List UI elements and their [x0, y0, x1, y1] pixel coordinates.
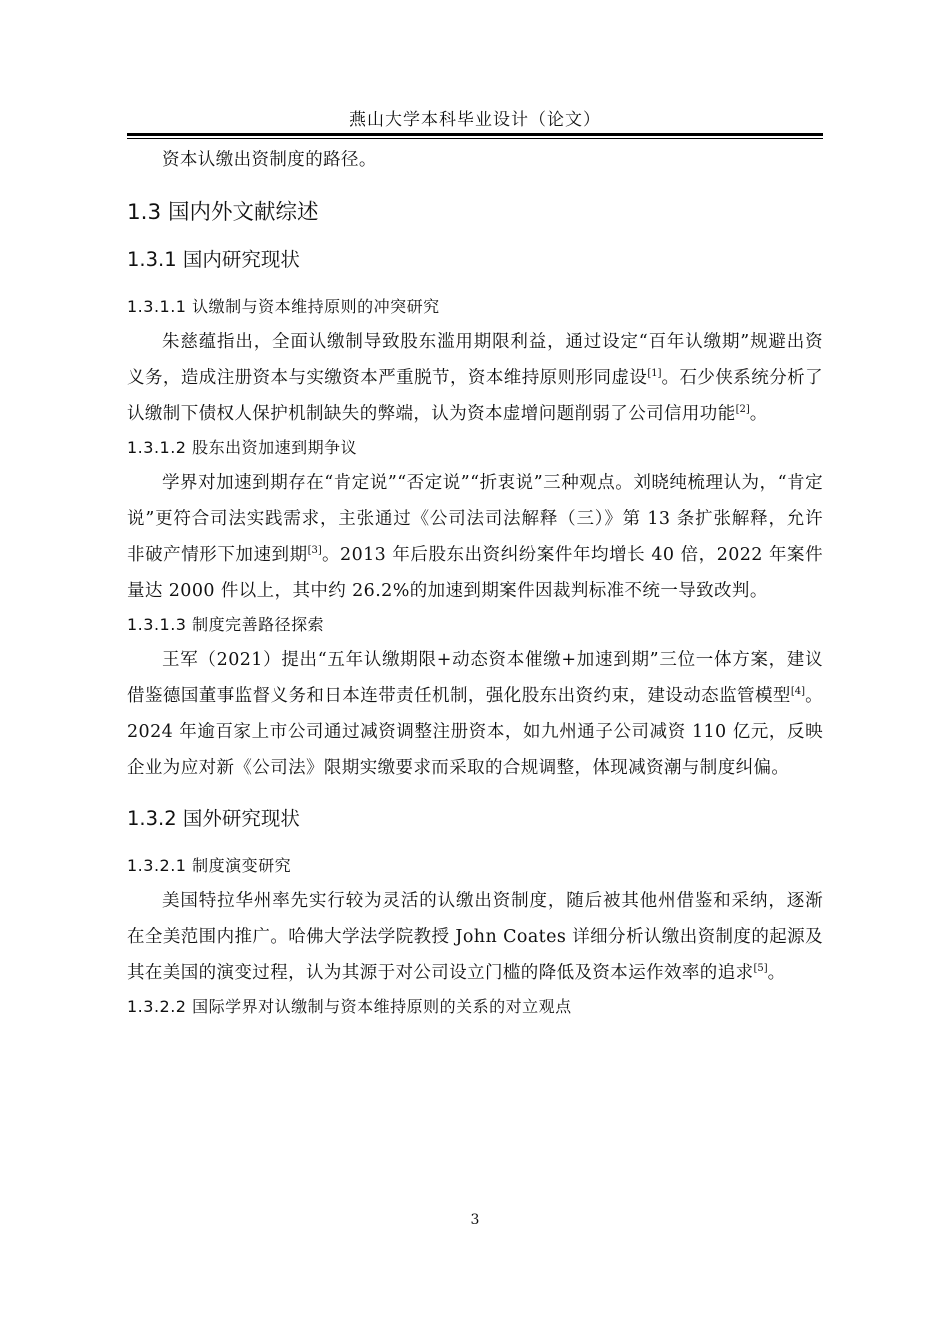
- header-rule-thick: [127, 133, 823, 136]
- section-heading-1-3-2-2: 1.3.2.2 国际学界对认缴制与资本维持原则的关系的对立观点: [127, 997, 572, 1016]
- paragraph-text: 。2024 年逾百家上市公司通过减资调整注册资本，如九州通子公司减资 110 亿元，反映企业为应对新《公司法》限期实缴要求而采取的合规调整，体现减资潮与制度纠偏。: [127, 686, 823, 778]
- paragraph-text: 。石少侠系统分析了认缴制下债权人保护机制缺失的弊端，认为资本虚增问题削弱了公司信用功能: [127, 368, 823, 424]
- citation-ref-2: [2]: [735, 404, 750, 415]
- document-body: [127, 142, 823, 1019]
- citation-ref-5: [5]: [753, 963, 768, 974]
- paragraph-acceleration: [127, 465, 823, 609]
- continuation-paragraph: 资本认缴出资制度的路径。: [162, 150, 377, 170]
- paragraph-text: 美国特拉华州率先实行较为灵活的认缴出资制度，随后被其他州借鉴和采纳，逐渐在全美范围内推广。哈佛大学法学院教授 John Coates 详细分析认缴出资制度的起源及其在美国的演变过程，认为其源于对公司设立门槛的降低及资本运作效率的追求: [127, 891, 823, 983]
- citation-ref-1: [1]: [647, 368, 662, 379]
- section-heading-1-3-1-1: 1.3.1.1 认缴制与资本维持原则的冲突研究: [127, 297, 440, 316]
- section-heading-1-3-1: 1.3.1 国内研究现状: [127, 248, 300, 271]
- section-heading-1-3-2: 1.3.2 国外研究现状: [127, 807, 300, 830]
- paragraph-text: 。: [749, 404, 768, 424]
- paragraph-text: 学界对加速到期存在“肯定说”“否定说”“折衷说”三种观点。刘晓纯梳理认为，“肯定说”更符合司法实践需求，主张通过《公司法司法解释（三）》第 13 条扩张解释，允许非破产情形下加速到期: [127, 473, 823, 565]
- section-heading-1-3-1-3: 1.3.1.3 制度完善路径探索: [127, 615, 325, 634]
- paragraph-text: 王军（2021）提出“五年认缴期限+动态资本催缴+加速到期”三位一体方案，建议借鉴德国董事监督义务和日本连带责任机制，强化股东出资约束，建设动态监管模型: [127, 650, 823, 706]
- paragraph-text: 。: [767, 963, 786, 983]
- section-heading-1-3-1-2: 1.3.1.2 股东出资加速到期争议: [127, 438, 358, 457]
- paragraph-delaware: [127, 883, 823, 991]
- section-heading-1-3-2-1: 1.3.2.1 制度演变研究: [127, 856, 292, 875]
- citation-ref-3: [3]: [307, 545, 322, 556]
- paragraph-zhu-cirong: [127, 324, 823, 432]
- paragraph-wang-jun: [127, 642, 823, 786]
- paragraph-text: 。2013 年后股东出资纠纷案件年均增长 40 倍，2022 年案件量达 2000 件以上，其中约 26.2%的加速到期案件因裁判标准不统一导致改判。: [127, 545, 823, 601]
- page-number: 3: [470, 1212, 480, 1228]
- page-header-title: 燕山大学本科毕业设计（论文）: [349, 110, 601, 130]
- citation-ref-4: [4]: [790, 686, 806, 697]
- header-rule-thin: [127, 138, 823, 139]
- section-heading-1-3: 1.3 国内外文献综述: [127, 200, 319, 225]
- paragraph-text: 朱慈蕴指出，全面认缴制导致股东滥用期限利益，通过设定“百年认缴期”规避出资义务，造成注册资本与实缴资本严重脱节，资本维持原则形同虚设: [127, 332, 823, 388]
